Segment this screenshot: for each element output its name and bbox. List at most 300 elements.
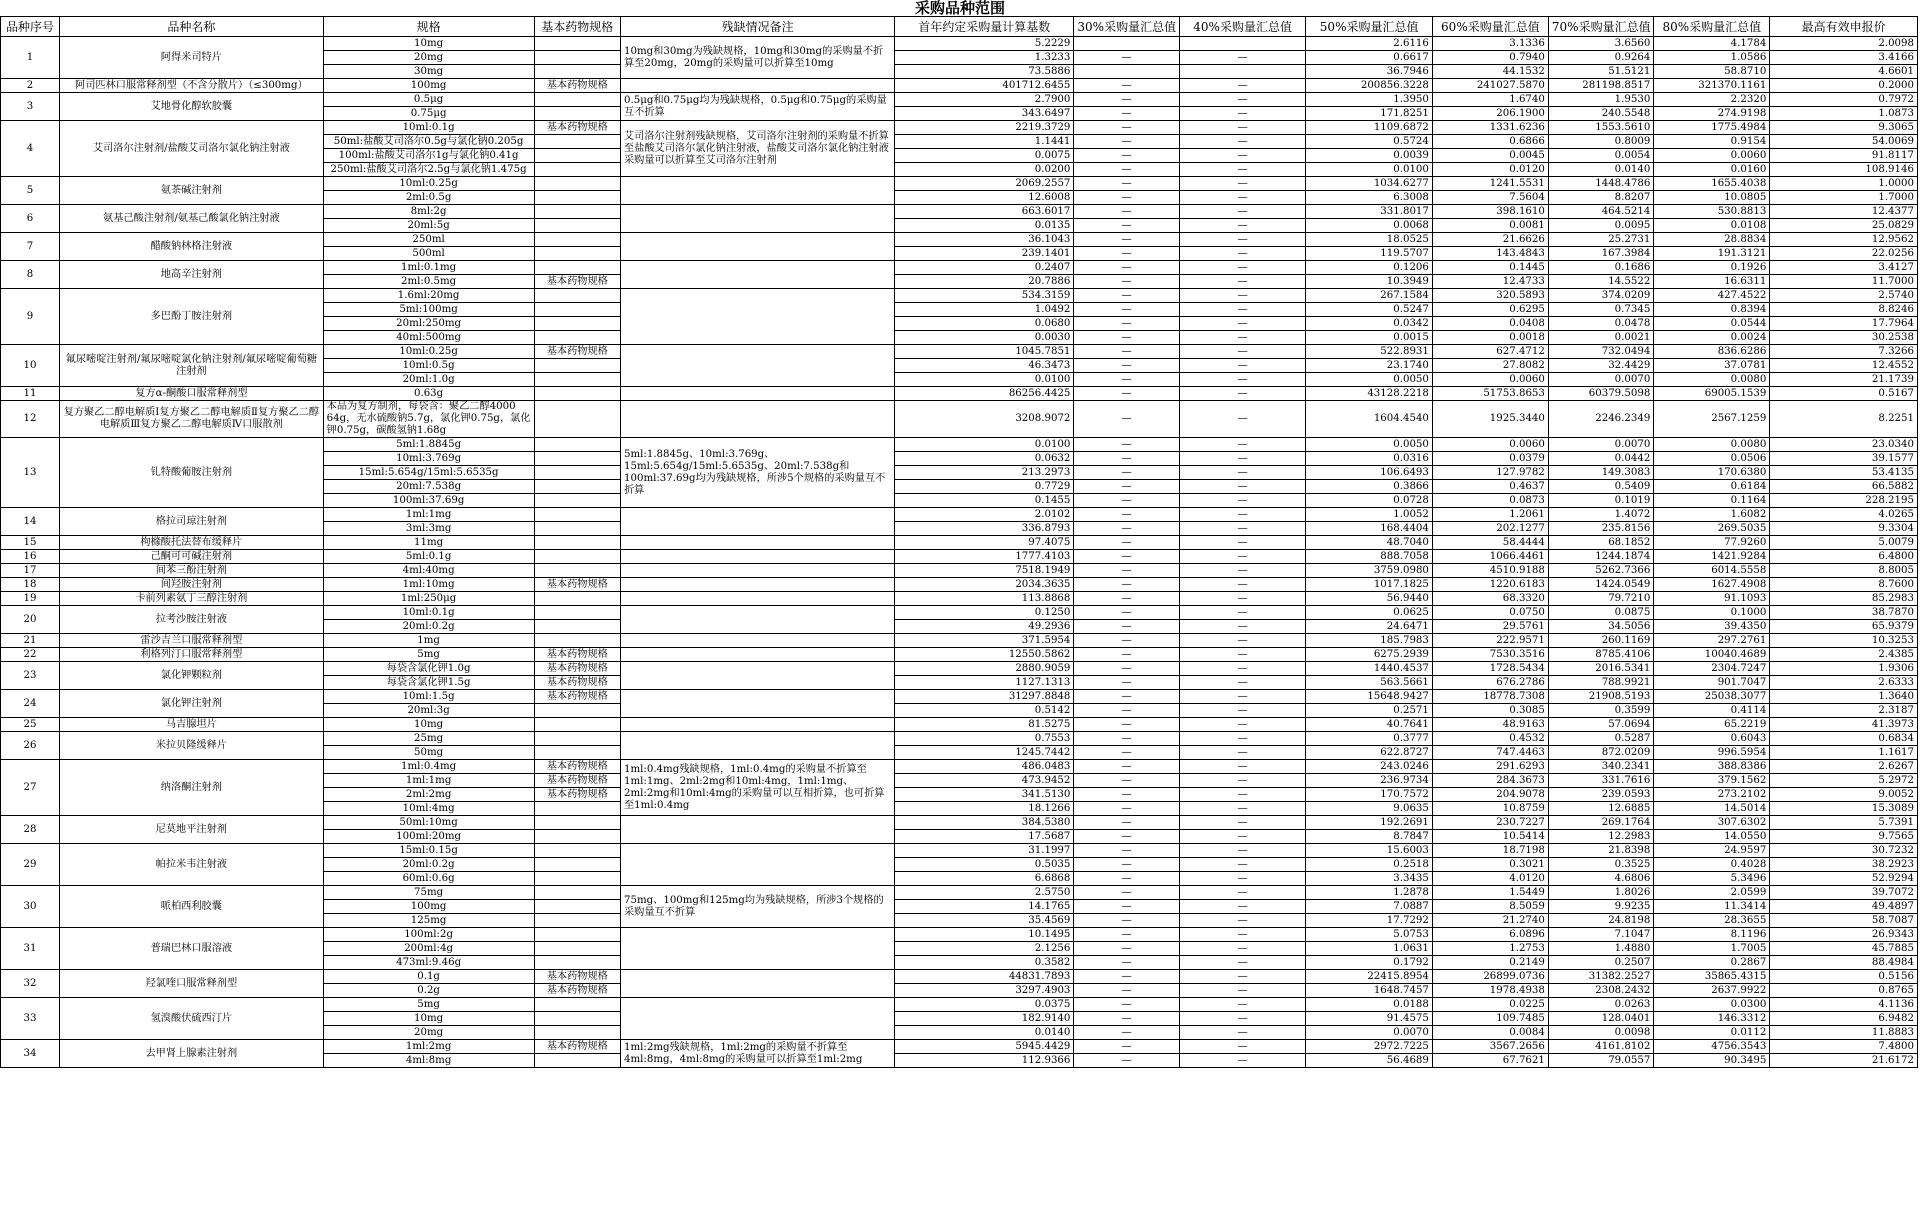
spec-cell: 1ml:0.1mg <box>323 261 534 275</box>
sum-70: 1424.0549 <box>1548 578 1653 592</box>
sum-40: — <box>1179 816 1306 830</box>
sum-60: 10.8759 <box>1432 802 1548 816</box>
spec-cell: 100ml:20mg <box>323 830 534 844</box>
sum-30: — <box>1074 191 1179 205</box>
sum-70: 128.0401 <box>1548 1012 1653 1026</box>
sum-50: 0.0316 <box>1306 452 1433 466</box>
sum-30: — <box>1074 550 1179 564</box>
sum-40: — <box>1179 345 1306 359</box>
max-price: 91.8117 <box>1770 149 1918 163</box>
sum-80: 274.9198 <box>1654 107 1770 121</box>
sum-50: 1017.1825 <box>1306 578 1433 592</box>
sum-60: 21.2740 <box>1432 914 1548 928</box>
sum-60: 3.1336 <box>1432 37 1548 51</box>
max-price: 0.2000 <box>1770 79 1918 93</box>
sum-80: 4.1784 <box>1654 37 1770 51</box>
sum-30: — <box>1074 704 1179 718</box>
basic-drug-spec <box>534 219 620 233</box>
sum-80: 28.8834 <box>1654 233 1770 247</box>
sum-60: 1220.6183 <box>1432 578 1548 592</box>
row-number: 34 <box>1 1040 60 1068</box>
row-number: 16 <box>1 550 60 564</box>
remark-cell <box>621 928 895 970</box>
row-number: 21 <box>1 634 60 648</box>
sum-70: 32.4429 <box>1548 359 1653 373</box>
sum-50: 36.7946 <box>1306 65 1433 79</box>
sum-60: 67.7621 <box>1432 1054 1548 1068</box>
sum-50: 1.0052 <box>1306 508 1433 522</box>
max-price: 2.0098 <box>1770 37 1918 51</box>
sum-40: — <box>1179 191 1306 205</box>
sum-80: 39.4350 <box>1654 620 1770 634</box>
sum-70: 79.7210 <box>1548 592 1653 606</box>
sum-70: 0.0054 <box>1548 149 1653 163</box>
sum-70: 0.3599 <box>1548 704 1653 718</box>
spec-cell: 100ml:盐酸艾司洛尔1g与氯化钠0.41g <box>323 149 534 163</box>
spec-cell: 每袋含氯化钾1.5g <box>323 676 534 690</box>
sum-50: 185.7983 <box>1306 634 1433 648</box>
remark-cell: 5ml:1.8845g、10ml:3.769g、15ml:5.654g/15ml:5.6535g、20ml:7.538g和100ml:37.69g均为残缺规格，所涉5个规格的采购量互不折算 <box>621 438 895 508</box>
spec-cell: 10mg <box>323 718 534 732</box>
sum-30 <box>1074 37 1179 51</box>
sum-50: 15648.9427 <box>1306 690 1433 704</box>
sum-60: 127.9782 <box>1432 466 1548 480</box>
basic-drug-spec <box>534 93 620 107</box>
drug-name: 复方α-酮酸口服常释剂型 <box>60 387 324 401</box>
sum-80: 2637.9922 <box>1654 984 1770 998</box>
remark-cell: 75mg、100mg和125mg均为残缺规格，所涉3个规格的采购量互不折算 <box>621 886 895 928</box>
sum-70: 24.8198 <box>1548 914 1653 928</box>
sum-80: 1.6082 <box>1654 508 1770 522</box>
remark-cell <box>621 401 895 438</box>
max-price: 66.5882 <box>1770 480 1918 494</box>
basic-drug-spec <box>534 480 620 494</box>
base-quantity: 0.3582 <box>895 956 1074 970</box>
sum-80: 14.5014 <box>1654 802 1770 816</box>
sum-40: — <box>1179 536 1306 550</box>
sum-50: 0.0039 <box>1306 149 1433 163</box>
max-price: 52.9294 <box>1770 872 1918 886</box>
max-price: 88.4984 <box>1770 956 1918 970</box>
base-quantity: 5945.4429 <box>895 1040 1074 1054</box>
base-quantity: 0.0075 <box>895 149 1074 163</box>
sum-40: — <box>1179 466 1306 480</box>
row-number: 13 <box>1 438 60 508</box>
sum-40: — <box>1179 508 1306 522</box>
basic-drug-spec: 基本药物规格 <box>534 970 620 984</box>
row-number: 25 <box>1 718 60 732</box>
sum-50: 0.6617 <box>1306 51 1433 65</box>
sum-50: 0.1792 <box>1306 956 1433 970</box>
column-header: 60%采购量汇总值 <box>1432 17 1548 37</box>
base-quantity: 2069.2557 <box>895 177 1074 191</box>
sum-70: 331.7616 <box>1548 774 1653 788</box>
basic-drug-spec <box>534 65 620 79</box>
spec-cell: 15ml:0.15g <box>323 844 534 858</box>
sum-70: 3.6560 <box>1548 37 1653 51</box>
row-number: 17 <box>1 564 60 578</box>
table-row <box>1 508 1918 522</box>
remark-cell <box>621 578 895 592</box>
drug-name: 氨基己酸注射剂/氨基己酸氯化钠注射液 <box>60 205 324 233</box>
sum-40: — <box>1179 219 1306 233</box>
drug-name: 阿得米司特片 <box>60 37 324 79</box>
sum-30: — <box>1074 1040 1179 1054</box>
sum-50: 3759.0980 <box>1306 564 1433 578</box>
sum-40: — <box>1179 247 1306 261</box>
sum-50: 0.0070 <box>1306 1026 1433 1040</box>
max-price: 85.2983 <box>1770 592 1918 606</box>
sum-30: — <box>1074 844 1179 858</box>
basic-drug-spec <box>534 135 620 149</box>
spec-cell: 250ml:盐酸艾司洛尔2.5g与氯化钠1.475g <box>323 163 534 177</box>
max-price: 1.9306 <box>1770 662 1918 676</box>
max-price: 4.6601 <box>1770 65 1918 79</box>
sum-80: 379.1562 <box>1654 774 1770 788</box>
base-quantity: 36.1043 <box>895 233 1074 247</box>
spec-cell: 4ml:40mg <box>323 564 534 578</box>
spec-cell: 11mg <box>323 536 534 550</box>
sum-70: 0.0875 <box>1548 606 1653 620</box>
sum-40: — <box>1179 480 1306 494</box>
sum-40: — <box>1179 359 1306 373</box>
table-row <box>1 345 1918 359</box>
spec-cell: 30mg <box>323 65 534 79</box>
column-header: 品种序号 <box>1 17 60 37</box>
sum-30: — <box>1074 662 1179 676</box>
table-row <box>1 732 1918 746</box>
sum-80: 0.0112 <box>1654 1026 1770 1040</box>
max-price: 228.2195 <box>1770 494 1918 508</box>
sum-80: 24.9597 <box>1654 844 1770 858</box>
spec-cell: 60ml:0.6g <box>323 872 534 886</box>
sum-70: 239.0593 <box>1548 788 1653 802</box>
spec-cell: 40ml:500mg <box>323 331 534 345</box>
row-number: 31 <box>1 928 60 970</box>
sum-50: 0.0050 <box>1306 373 1433 387</box>
sum-40 <box>1179 37 1306 51</box>
sum-40: — <box>1179 970 1306 984</box>
spec-cell: 15ml:5.654g/15ml:5.6535g <box>323 466 534 480</box>
sum-30: — <box>1074 732 1179 746</box>
sum-30: — <box>1074 233 1179 247</box>
sum-60: 1331.6236 <box>1432 121 1548 135</box>
sum-40: — <box>1179 494 1306 508</box>
row-number: 14 <box>1 508 60 536</box>
basic-drug-spec <box>534 522 620 536</box>
basic-drug-spec <box>534 289 620 303</box>
sum-60: 0.2149 <box>1432 956 1548 970</box>
sum-80: 90.3495 <box>1654 1054 1770 1068</box>
sum-40: — <box>1179 107 1306 121</box>
sum-50: 0.2518 <box>1306 858 1433 872</box>
sum-60: 0.6866 <box>1432 135 1548 149</box>
sum-60: 0.0060 <box>1432 438 1548 452</box>
base-quantity: 2.0102 <box>895 508 1074 522</box>
remark-cell <box>621 592 895 606</box>
spec-cell: 200ml:4g <box>323 942 534 956</box>
sum-60: 230.7227 <box>1432 816 1548 830</box>
sum-80: 321370.1161 <box>1654 79 1770 93</box>
sum-80: 1775.4984 <box>1654 121 1770 135</box>
spec-cell: 5ml:100mg <box>323 303 534 317</box>
max-price: 0.5167 <box>1770 387 1918 401</box>
basic-drug-spec: 基本药物规格 <box>534 578 620 592</box>
drug-name: 普瑞巴林口服溶液 <box>60 928 324 970</box>
table-row <box>1 592 1918 606</box>
basic-drug-spec <box>534 830 620 844</box>
base-quantity: 6.6868 <box>895 872 1074 886</box>
sum-30: — <box>1074 928 1179 942</box>
sum-70: 51.5121 <box>1548 65 1653 79</box>
sum-60: 0.0084 <box>1432 1026 1548 1040</box>
max-price: 0.7972 <box>1770 93 1918 107</box>
remark-cell <box>621 261 895 289</box>
procurement-table <box>0 16 1918 1068</box>
sum-80: 2.2320 <box>1654 93 1770 107</box>
row-number: 10 <box>1 345 60 387</box>
base-quantity: 73.5886 <box>895 65 1074 79</box>
sum-50: 267.1584 <box>1306 289 1433 303</box>
sum-60: 0.0408 <box>1432 317 1548 331</box>
sum-70: 4.6806 <box>1548 872 1653 886</box>
sum-30: — <box>1074 788 1179 802</box>
sum-70: 1.9530 <box>1548 93 1653 107</box>
sum-40: — <box>1179 1026 1306 1040</box>
row-number: 32 <box>1 970 60 998</box>
row-number: 30 <box>1 886 60 928</box>
basic-drug-spec <box>534 732 620 746</box>
sum-50: 170.7572 <box>1306 788 1433 802</box>
max-price: 38.2923 <box>1770 858 1918 872</box>
sum-60: 48.9163 <box>1432 718 1548 732</box>
sum-80: 0.0160 <box>1654 163 1770 177</box>
sum-70: 732.0494 <box>1548 345 1653 359</box>
basic-drug-spec: 基本药物规格 <box>534 662 620 676</box>
base-quantity: 0.1250 <box>895 606 1074 620</box>
basic-drug-spec: 基本药物规格 <box>534 345 620 359</box>
sum-30: — <box>1074 802 1179 816</box>
spec-cell: 10ml:1.5g <box>323 690 534 704</box>
sum-30: — <box>1074 373 1179 387</box>
sum-50: 56.9440 <box>1306 592 1433 606</box>
base-quantity: 49.2936 <box>895 620 1074 634</box>
sum-70: 260.1169 <box>1548 634 1653 648</box>
row-number: 29 <box>1 844 60 886</box>
sum-80: 1421.9284 <box>1654 550 1770 564</box>
row-number: 33 <box>1 998 60 1040</box>
sum-70: 31382.2527 <box>1548 970 1653 984</box>
base-quantity: 0.1455 <box>895 494 1074 508</box>
max-price: 30.7232 <box>1770 844 1918 858</box>
table-row <box>1 816 1918 830</box>
basic-drug-spec <box>534 387 620 401</box>
max-price: 54.0069 <box>1770 135 1918 149</box>
base-quantity: 0.0135 <box>895 219 1074 233</box>
sum-50: 6.3008 <box>1306 191 1433 205</box>
sum-30: — <box>1074 51 1179 65</box>
basic-drug-spec <box>534 373 620 387</box>
row-number: 1 <box>1 37 60 79</box>
sum-40: — <box>1179 774 1306 788</box>
sum-30: — <box>1074 452 1179 466</box>
sum-60: 284.3673 <box>1432 774 1548 788</box>
drug-name: 间羟胺注射剂 <box>60 578 324 592</box>
remark-cell <box>621 606 895 634</box>
sum-80: 0.1926 <box>1654 261 1770 275</box>
sum-30: — <box>1074 247 1179 261</box>
sum-80: 77.9260 <box>1654 536 1770 550</box>
max-price: 0.5156 <box>1770 970 1918 984</box>
drug-name: 氨茶碱注射剂 <box>60 177 324 205</box>
sum-40: — <box>1179 676 1306 690</box>
row-number: 26 <box>1 732 60 760</box>
sum-60: 0.4637 <box>1432 480 1548 494</box>
base-quantity: 0.7729 <box>895 480 1074 494</box>
sum-70: 788.9921 <box>1548 676 1653 690</box>
max-price: 39.7072 <box>1770 886 1918 900</box>
sum-70: 281198.8517 <box>1548 79 1653 93</box>
sum-80: 0.0080 <box>1654 373 1770 387</box>
sum-30: — <box>1074 317 1179 331</box>
max-price: 49.4897 <box>1770 900 1918 914</box>
sum-40: — <box>1179 998 1306 1012</box>
base-quantity: 371.5954 <box>895 634 1074 648</box>
sum-70: 374.0209 <box>1548 289 1653 303</box>
sum-50: 43128.2218 <box>1306 387 1433 401</box>
sum-80: 0.4028 <box>1654 858 1770 872</box>
drug-name: 纳洛酮注射剂 <box>60 760 324 816</box>
sum-80: 1.0586 <box>1654 51 1770 65</box>
sum-70: 1244.1874 <box>1548 550 1653 564</box>
basic-drug-spec <box>534 149 620 163</box>
header-row <box>1 17 1918 37</box>
spec-cell: 50ml:10mg <box>323 816 534 830</box>
basic-drug-spec <box>534 956 620 970</box>
base-quantity: 401712.6455 <box>895 79 1074 93</box>
max-price: 2.5740 <box>1770 289 1918 303</box>
sum-80: 37.0781 <box>1654 359 1770 373</box>
max-price: 8.2251 <box>1770 401 1918 438</box>
sum-60: 0.0081 <box>1432 219 1548 233</box>
sum-50: 91.4575 <box>1306 1012 1433 1026</box>
sum-30: — <box>1074 480 1179 494</box>
max-price: 11.8883 <box>1770 1026 1918 1040</box>
sum-60: 12.4733 <box>1432 275 1548 289</box>
remark-cell <box>621 662 895 690</box>
sum-60: 1.2753 <box>1432 942 1548 956</box>
sum-40: — <box>1179 732 1306 746</box>
basic-drug-spec <box>534 844 620 858</box>
remark-cell <box>621 387 895 401</box>
base-quantity: 44831.7893 <box>895 970 1074 984</box>
table-body <box>1 37 1918 1068</box>
base-quantity: 0.0100 <box>895 438 1074 452</box>
sum-60: 1.2061 <box>1432 508 1548 522</box>
sum-60: 0.0379 <box>1432 452 1548 466</box>
remark-cell <box>621 816 895 844</box>
sum-80: 2567.1259 <box>1654 401 1770 438</box>
base-quantity: 3297.4903 <box>895 984 1074 998</box>
sum-30: — <box>1074 345 1179 359</box>
drug-name: 氯化钾注射剂 <box>60 690 324 718</box>
max-price: 6.9482 <box>1770 1012 1918 1026</box>
sum-70: 0.0095 <box>1548 219 1653 233</box>
max-price: 1.0000 <box>1770 177 1918 191</box>
sum-50: 243.0246 <box>1306 760 1433 774</box>
basic-drug-spec <box>534 205 620 219</box>
sum-70: 8.8207 <box>1548 191 1653 205</box>
row-number: 6 <box>1 205 60 233</box>
basic-drug-spec: 基本药物规格 <box>534 121 620 135</box>
sum-50: 0.0188 <box>1306 998 1433 1012</box>
sum-70: 2016.5341 <box>1548 662 1653 676</box>
drug-name: 去甲肾上腺素注射剂 <box>60 1040 324 1068</box>
basic-drug-spec <box>534 51 620 65</box>
basic-drug-spec <box>534 886 620 900</box>
sum-60: 1066.4461 <box>1432 550 1548 564</box>
base-quantity: 1.3233 <box>895 51 1074 65</box>
table-row <box>1 121 1918 135</box>
basic-drug-spec <box>534 942 620 956</box>
basic-drug-spec <box>534 592 620 606</box>
basic-drug-spec <box>534 466 620 480</box>
basic-drug-spec <box>534 900 620 914</box>
sum-50: 5.0753 <box>1306 928 1433 942</box>
base-quantity: 0.0200 <box>895 163 1074 177</box>
sum-30: — <box>1074 578 1179 592</box>
sum-50: 200856.3228 <box>1306 79 1433 93</box>
max-price: 1.1617 <box>1770 746 1918 760</box>
basic-drug-spec: 基本药物规格 <box>534 1040 620 1054</box>
column-header: 残缺情况备注 <box>621 17 895 37</box>
basic-drug-spec <box>534 247 620 261</box>
sum-30: — <box>1074 984 1179 998</box>
drug-name: 己酮可可碱注射剂 <box>60 550 324 564</box>
remark-cell <box>621 844 895 886</box>
base-quantity: 1.1441 <box>895 135 1074 149</box>
max-price: 2.6267 <box>1770 760 1918 774</box>
row-number: 18 <box>1 578 60 592</box>
sum-40: — <box>1179 93 1306 107</box>
sum-60: 4.0120 <box>1432 872 1548 886</box>
base-quantity: 1.0492 <box>895 303 1074 317</box>
sum-30: — <box>1074 914 1179 928</box>
sum-60: 51753.8653 <box>1432 387 1548 401</box>
drug-name: 醋酸钠林格注射液 <box>60 233 324 261</box>
sum-70: 79.0557 <box>1548 1054 1653 1068</box>
sum-40: — <box>1179 261 1306 275</box>
spec-cell: 每袋含氯化钾1.0g <box>323 662 534 676</box>
base-quantity: 0.0632 <box>895 452 1074 466</box>
spec-cell: 1ml:0.4mg <box>323 760 534 774</box>
column-header: 80%采购量汇总值 <box>1654 17 1770 37</box>
sum-40: — <box>1179 1040 1306 1054</box>
sum-80: 273.2102 <box>1654 788 1770 802</box>
sum-40: — <box>1179 331 1306 345</box>
sum-70: 21908.5193 <box>1548 690 1653 704</box>
sum-70: 68.1852 <box>1548 536 1653 550</box>
sum-50: 1604.4540 <box>1306 401 1433 438</box>
sum-40: — <box>1179 233 1306 247</box>
sum-70: 269.1764 <box>1548 816 1653 830</box>
sum-80: 1655.4038 <box>1654 177 1770 191</box>
sum-60: 291.6293 <box>1432 760 1548 774</box>
sum-80: 91.1093 <box>1654 592 1770 606</box>
basic-drug-spec <box>534 452 620 466</box>
sum-50: 15.6003 <box>1306 844 1433 858</box>
sum-50: 119.5707 <box>1306 247 1433 261</box>
